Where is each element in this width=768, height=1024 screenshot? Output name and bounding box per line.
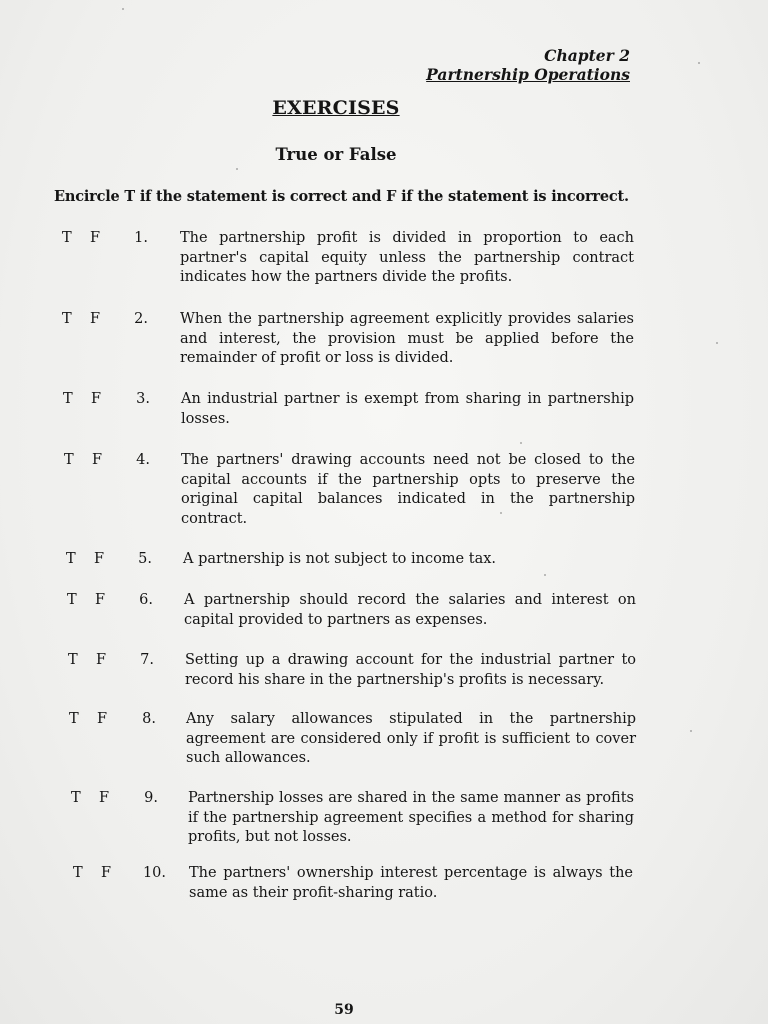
- question-text: Partnership losses are shared in the same manner as profits if the partnership agreement specifies a method for sharing profits, but not losses.: [188, 790, 634, 845]
- section-title: EXERCISES: [272, 97, 400, 119]
- chapter-label: Chapter 2: [544, 46, 630, 65]
- question-text: When the partnership agreement explicitly provides salaries and interest, the provision must be applied before the remainder of profit or loss is divided.: [180, 311, 634, 366]
- question-text: The partners' ownership interest percentage is always the same as their profit-sharing ratio.: [189, 865, 633, 901]
- true-option[interactable]: T: [67, 592, 77, 608]
- question-text: An industrial partner is exempt from sharing in partnership losses.: [181, 391, 634, 427]
- false-option[interactable]: F: [99, 790, 110, 806]
- false-option[interactable]: F: [94, 551, 105, 567]
- false-option[interactable]: F: [97, 711, 108, 727]
- question-number: 8.: [142, 711, 156, 727]
- question-number: 5.: [138, 551, 152, 567]
- false-option[interactable]: F: [95, 592, 106, 608]
- question-text: Any salary allowances stipulated in the partnership agreement are considered only if profit is sufficient to cover such allowances.: [186, 711, 636, 766]
- question-number: 2.: [134, 311, 148, 327]
- chapter-title: Partnership Operations: [426, 65, 630, 84]
- false-option[interactable]: F: [92, 452, 103, 468]
- true-option[interactable]: T: [62, 311, 72, 327]
- chapter-header: [426, 46, 630, 84]
- scan-speck: [716, 342, 718, 344]
- question-text: The partnership profit is divided in proportion to each partner's capital equity unless the partnership contract indicates how the partners divide the profits.: [180, 230, 634, 285]
- scan-speck: [698, 62, 700, 64]
- subsection-title: True or False: [275, 145, 397, 164]
- true-option[interactable]: T: [73, 865, 83, 881]
- question-text: The partners' drawing accounts need not be closed to the capital accounts if the partnership opts to preserve the original capital balances indicated in the partnership contract.: [181, 452, 635, 527]
- question-number: 7.: [140, 652, 154, 668]
- scan-speck: [122, 8, 124, 10]
- false-option[interactable]: F: [91, 391, 102, 407]
- true-option[interactable]: T: [68, 652, 78, 668]
- true-option[interactable]: T: [64, 452, 74, 468]
- false-option[interactable]: F: [90, 230, 101, 246]
- question-number: 3.: [136, 391, 150, 407]
- true-option[interactable]: T: [69, 711, 79, 727]
- scan-speck: [690, 730, 692, 732]
- question-number: 4.: [136, 452, 150, 468]
- instructions: Encircle T if the statement is correct and F if the statement is incorrect.: [54, 188, 629, 205]
- scan-speck: [236, 168, 238, 170]
- question-number: 9.: [144, 790, 158, 806]
- question-text: Setting up a drawing account for the industrial partner to record his share in the partnership's profits is necessary.: [185, 652, 636, 688]
- question-number: 6.: [139, 592, 153, 608]
- false-option[interactable]: F: [90, 311, 101, 327]
- question-number: 10.: [142, 865, 166, 881]
- page-number: 59: [334, 1002, 354, 1018]
- question-text: A partnership should record the salaries and interest on capital provided to partners as expenses.: [184, 592, 636, 628]
- scan-speck: [520, 442, 522, 444]
- true-option[interactable]: T: [66, 551, 76, 567]
- true-option[interactable]: T: [63, 391, 73, 407]
- true-option[interactable]: T: [71, 790, 81, 806]
- true-option[interactable]: T: [62, 230, 72, 246]
- false-option[interactable]: F: [96, 652, 107, 668]
- false-option[interactable]: F: [101, 865, 112, 881]
- scan-speck: [544, 574, 546, 576]
- question-text: A partnership is not subject to income tax.: [183, 551, 497, 567]
- question-number: 1.: [134, 230, 148, 246]
- scan-speck: [500, 512, 502, 514]
